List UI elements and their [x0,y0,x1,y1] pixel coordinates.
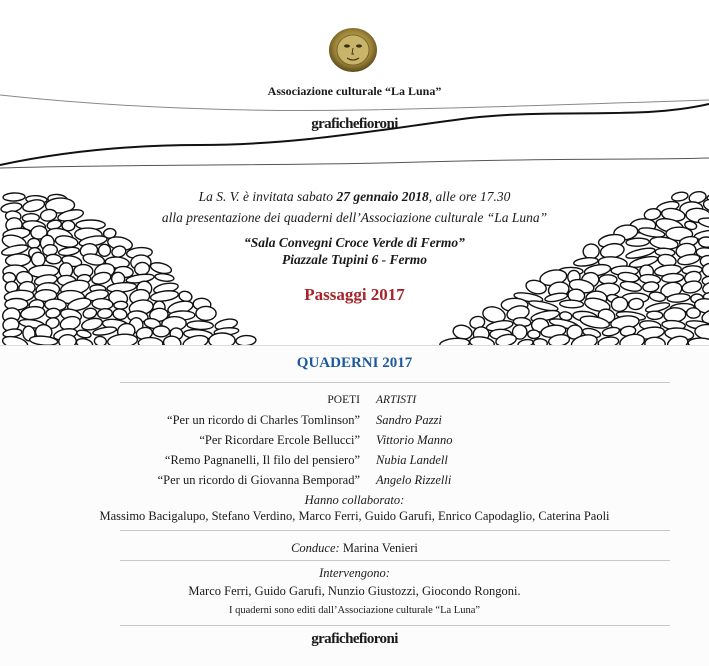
speakers-label: Intervengono: [319,566,390,580]
stone-shape [94,336,107,345]
association-name: Associazione culturale “La Luna” [267,84,442,98]
table-row [80,410,640,430]
table-row [80,430,640,450]
venue-block [0,234,709,268]
divider [120,382,670,383]
publisher-note: I quaderni sono editi dall’Associazione culturale “La Luna” [228,605,481,616]
stone-shape [187,321,213,330]
divider [120,560,670,561]
stone-shape [97,308,112,319]
poet-title: “Per un ricordo di Charles Tomlinson” [167,413,360,427]
moderator-label: Conduce: [291,541,340,555]
stone-shape [196,306,216,320]
stone-shape [91,271,112,286]
stone-shape [112,308,127,321]
invitation-text [0,186,709,228]
stone-shape [236,335,257,345]
invitation-line-2: alla presentazione dei quaderni dell’Associazione culturale “La Luna” [161,210,548,225]
poet-title: “Per Ricordare Ercole Bellucci” [199,433,360,447]
invitation-line-1 [0,186,709,207]
stone-shape [75,337,93,345]
venue-address: Piazzale Tupini 6 - Fermo [281,252,427,267]
stone-shape [107,333,138,345]
poet-title: “Remo Pagnanelli, Il filo del pensiero” [164,453,360,467]
stone-shape [209,333,235,345]
program-title: QUADERNI 2017 [296,355,413,371]
brand-logo-bottom: grafichefioroni [311,631,398,647]
artist-name: Vittorio Manno [376,433,453,447]
program-table [80,390,640,490]
table-row [80,470,640,490]
collaborators-list: Massimo Bacigalupo, Stefano Verdino, Marco Ferri, Guido Garufi, Enrico Capodaglio, Caterina Paoli [99,509,610,523]
stone-shape [528,330,541,339]
stone-shape [533,338,548,345]
moderator-name: Marina Venieri [339,541,418,555]
poets-header: POETI [327,394,360,406]
stone-shape [155,273,175,282]
stone-shape [153,326,170,337]
table-row [80,450,640,470]
stone-shape [647,311,663,319]
divider [120,530,670,531]
event-time: , alle ore 17.30 [428,189,511,204]
divider [120,625,670,626]
artist-name: Angelo Rizzelli [376,473,452,487]
table-header [80,390,640,410]
artist-name: Nubia Landell [376,453,448,467]
venue-name: “Sala Convegni Croce Verde di Fermo” [244,235,465,250]
poet-title: “Per un ricordo di Giovanna Bemporad” [157,473,360,487]
moon-face-logo-icon [328,27,378,73]
collaborators-label: Hanno collaborato: [304,493,405,507]
program-section [0,345,709,666]
speakers-list: Marco Ferri, Guido Garufi, Nunzio Giustozzi, Giocondo Rongoni. [188,584,521,598]
event-title: Passaggi 2017 [304,285,405,304]
brand-logo-top: grafichefioroni [311,116,398,132]
stone-shape [686,308,700,319]
artists-header: ARTISTI [376,394,417,406]
artist-name: Sandro Pazzi [376,413,442,427]
stone-shape [597,336,619,345]
stone-shape [138,337,163,345]
moderator-line [0,541,709,556]
invitation-prefix: La S. V. è invitata sabato [198,189,337,204]
event-date: 27 gennaio 2018 [336,189,429,204]
